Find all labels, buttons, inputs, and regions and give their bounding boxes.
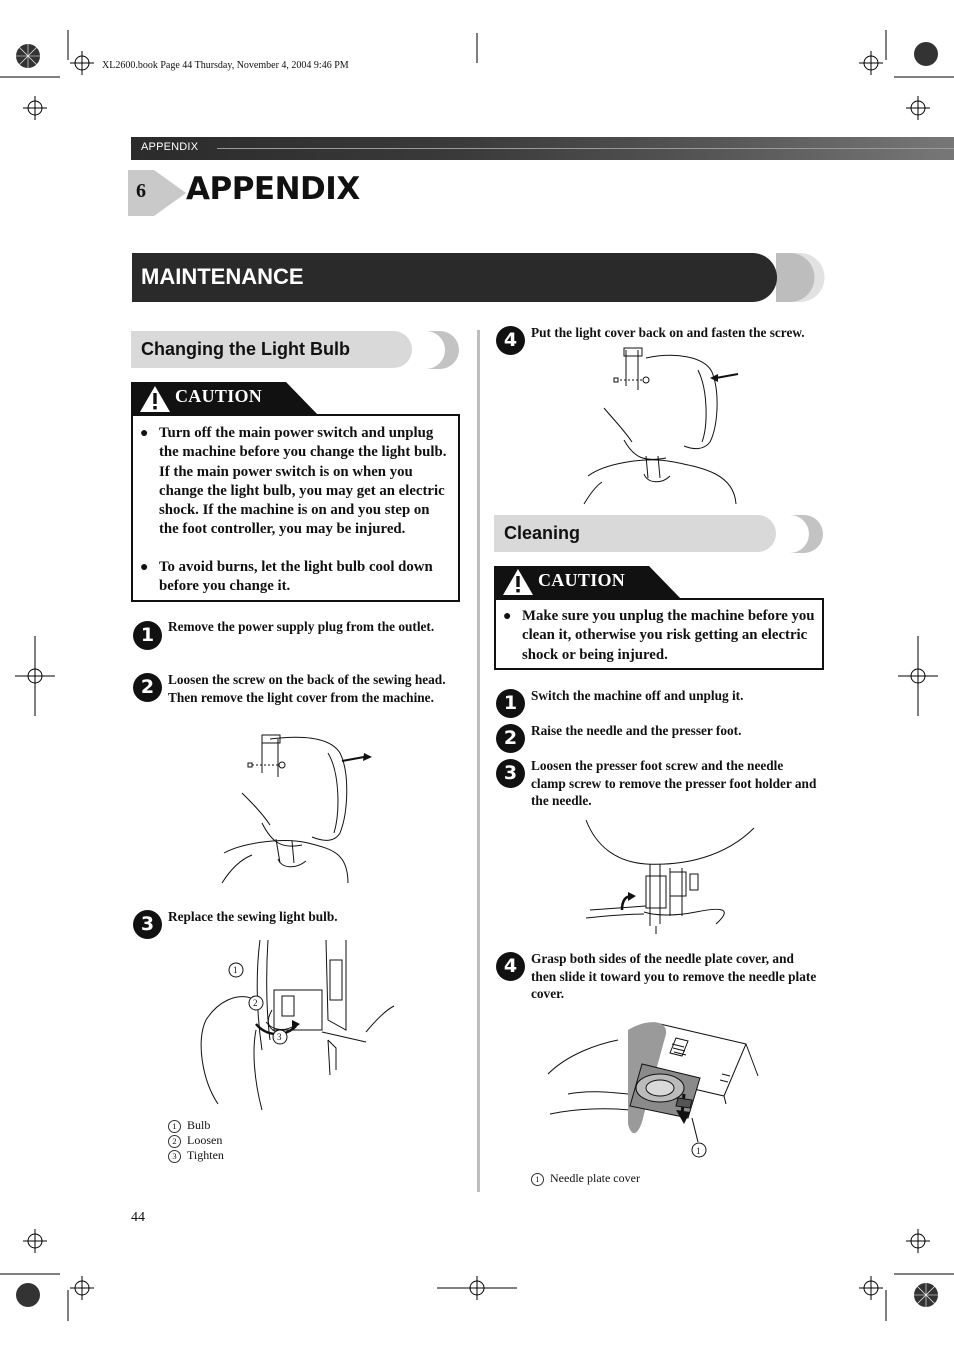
subheading-cleaning: Cleaning [504,523,581,543]
page-number: 44 [131,1210,145,1225]
step-number: 4 [496,952,525,981]
step-text: Raise the needle and the presser foot. [531,723,742,738]
legend-item: 2 Loosen [168,1133,224,1148]
figure-legend-left [168,1118,224,1163]
step-number: 3 [496,759,525,788]
caution-tab-left [131,382,321,414]
needle-plate-cover-illustration [548,1014,762,1158]
step-text: Loosen the presser foot screw and the needle clamp screw to remove the presser foot holder and the needle. [531,758,817,808]
step-text: Put the light cover back on and fasten the screw. [531,325,805,340]
step-number: 1 [133,621,162,650]
legend-number: 2 [168,1135,181,1148]
light-cover-refit-illustration [584,346,744,504]
caution-tab-right [494,566,684,598]
presser-foot-removal-illustration [586,816,756,936]
bullet-dot: ● [503,609,512,624]
subheading-bar-left [131,331,412,368]
step-number: 4 [496,326,525,355]
caution-label: CAUTION [175,386,263,406]
legend-number: 1 [531,1173,544,1186]
step-number: 2 [133,673,162,702]
bullet-dot: ● [140,426,149,441]
section-bar [132,253,777,302]
running-header-rule [217,148,954,149]
step-text: Replace the sewing light bulb. [168,909,338,924]
legend-item: 1 Needle plate cover [531,1171,640,1186]
caution-bullet: ● Turn off the main power switch and unplug the machine before you change the light bulb. If the main power switch is on when you change the light bulb, you may get an electric shock. If the machine is on and you step on the foot controller, you may be injured. [140,425,447,538]
step-text: Remove the power supply plug from the outlet. [168,619,435,634]
figure-legend-right [531,1171,640,1186]
figure-callout: 1 [233,965,238,975]
step-text: Loosen the screw on the back of the sewing head. Then remove the light cover from the machine. [168,672,446,705]
step-text: Grasp both sides of the needle plate cover, and then slide it toward you to remove the needle plate cover. [531,951,817,1001]
figure-callout: 1 [696,1146,701,1156]
bulb-replacement-illustration [196,940,396,1110]
figure-callout: 3 [277,1032,282,1042]
step-number: 1 [496,689,525,718]
subheading-light-bulb: Changing the Light Bulb [141,339,350,359]
bullet-dot: ● [140,560,149,575]
legend-number: 3 [168,1150,181,1163]
subheading-bar-right [494,515,776,552]
figure-callout: 2 [253,998,258,1008]
column-divider [477,330,480,1192]
print-header: XL2600.book Page 44 Thursday, November 4, 2004 9:46 PM [102,60,349,71]
legend-item: 1 Bulb [168,1118,224,1133]
legend-number: 1 [168,1120,181,1133]
section-title: MAINTENANCE [141,264,304,289]
running-header-label: APPENDIX [141,141,199,153]
caution-box-left [131,414,460,602]
caution-label: CAUTION [538,570,626,590]
legend-item: 3 Tighten [168,1148,224,1163]
caution-bullet: ● To avoid burns, let the light bulb cool down before you change it. [140,559,433,595]
caution-box-right [494,598,824,670]
running-header [131,137,954,160]
chapter-title: APPENDIX [186,171,360,207]
step-number: 2 [496,724,525,753]
caution-bullet: ● Make sure you unplug the machine before you clean it, otherwise you risk getting an electric shock or being injured. [503,608,815,663]
step-text: Switch the machine off and unplug it. [531,688,744,703]
light-cover-removal-illustration [222,733,372,883]
step-number: 3 [133,910,162,939]
chapter-number: 6 [136,180,146,202]
